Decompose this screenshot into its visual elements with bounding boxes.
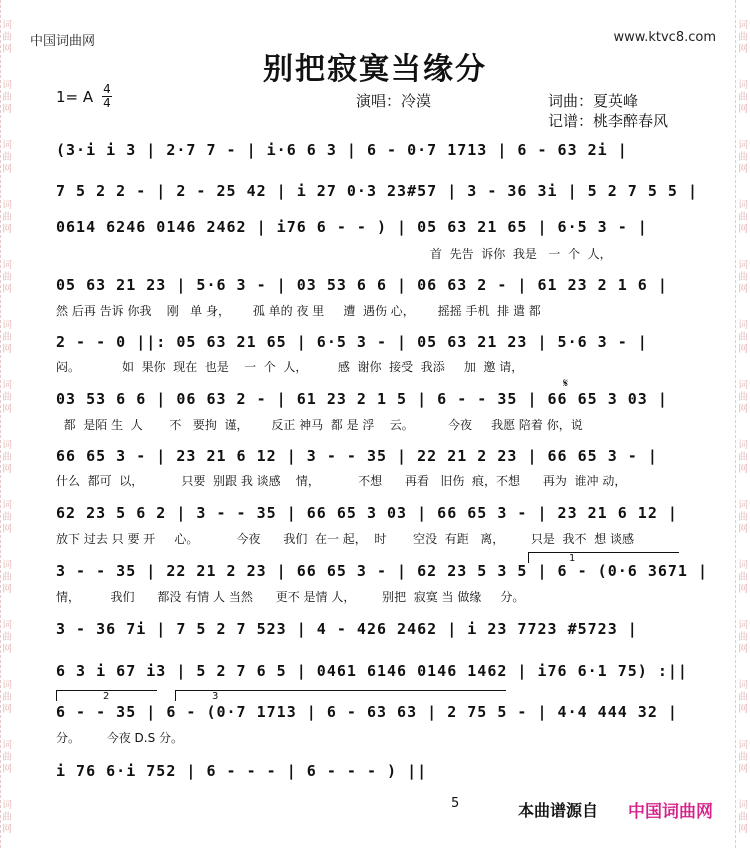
watermark-glyph: 曲 [738, 572, 748, 583]
watermark-glyph: 曲 [2, 452, 12, 463]
source-label: 本曲谱源自 [518, 801, 599, 820]
volta-3: 3 [175, 690, 506, 701]
watermark-glyph: 词 [738, 560, 748, 571]
watermark-glyph: 曲 [2, 752, 12, 763]
score-line-4: 05 63 21 23 | 5·6 3 - | 03 53 6 6 | 06 63 2 - | 61 23 2 1 6 | [56, 276, 668, 294]
watermark-glyph: 网 [2, 44, 12, 55]
score-line-10: 3 - 36 7i | 7 5 2 7 523 | 4 - 426 2462 | i 23 7723 #5723 | [56, 620, 638, 638]
watermark-glyph: 词 [738, 800, 748, 811]
watermark-glyph: 曲 [2, 272, 12, 283]
watermark-glyph: 网 [738, 164, 748, 175]
lyric-line-6: 放下 过去 只 要 开 心。 今夜 我们 在一 起， 时 空没 有距 离， 只是 我不 想 谈感 [56, 532, 634, 546]
lyric-line-5: 什么 都可 以， 只要 别跟 我 谈感 情， 不想 再看 旧伤 痕，不想 再为 谁冲 动， [56, 474, 627, 488]
site-url-right: www.ktvc8.com [613, 30, 716, 45]
watermark-glyph: 词 [2, 80, 12, 91]
source-site-link[interactable]: 中国词曲网 [628, 802, 713, 822]
song-title: 别把寂寞当缘分 [263, 52, 487, 87]
watermark-glyph: 曲 [738, 812, 748, 823]
lyric-line-7: 情， 我们 都没 有情 人 当然 更不 是情 人， 别把 寂寞 当 做缘 分。 [56, 590, 525, 604]
watermark-glyph: 曲 [738, 452, 748, 463]
watermark-glyph: 词 [738, 20, 748, 31]
score-line-5: 2 - - 0 ||: 05 63 21 65 | 6·5 3 - | 05 63 21 23 | 5·6 3 - | [56, 333, 648, 351]
meter-top: 4 [103, 82, 111, 96]
lyric-line-1: 首 先告 诉你 我是 一 个 人， [430, 247, 612, 261]
time-signature [102, 84, 112, 109]
watermark-glyph: 词 [2, 320, 12, 331]
score-line-8: 62 23 5 6 2 | 3 - - 35 | 66 65 3 03 | 66 65 3 - | 23 21 6 12 | [56, 504, 678, 522]
watermark-glyph: 曲 [2, 92, 12, 103]
watermark-glyph: 网 [738, 284, 748, 295]
watermark-glyph: 曲 [738, 392, 748, 403]
watermark-glyph: 词 [2, 500, 12, 511]
watermark-glyph: 网 [738, 44, 748, 55]
watermark-glyph: 网 [738, 644, 748, 655]
watermark-glyph: 网 [738, 824, 748, 835]
watermark-glyph: 网 [2, 464, 12, 475]
watermark-glyph: 词 [2, 20, 12, 31]
watermark-glyph: 曲 [2, 632, 12, 643]
watermark-glyph: 网 [738, 764, 748, 775]
watermark-glyph: 词 [738, 260, 748, 271]
watermark-glyph: 网 [2, 284, 12, 295]
lyric-music-credit: 词曲：夏英峰 [548, 92, 639, 110]
watermark-glyph: 网 [2, 584, 12, 595]
watermark-glyph: 曲 [738, 632, 748, 643]
watermark-glyph: 网 [738, 344, 748, 355]
key-signature: 1= A [56, 88, 94, 106]
watermark-glyph: 词 [2, 260, 12, 271]
watermark-glyph: 网 [738, 584, 748, 595]
watermark-glyph: 网 [2, 164, 12, 175]
transcriber-credit: 记谱：桃李醉春风 [548, 112, 669, 130]
lyric-line-8: 分。 今夜 D.S 分。 [56, 731, 184, 745]
watermark-glyph: 曲 [738, 512, 748, 523]
watermark-glyph: 词 [738, 140, 748, 151]
watermark-glyph: 曲 [2, 332, 12, 343]
volta-1: 1 [528, 552, 679, 563]
watermark-glyph: 词 [738, 380, 748, 391]
watermark-glyph: 网 [2, 824, 12, 835]
score-line-3: 0614 6246 0146 2462 | i76 6 - - ) | 05 63 21 65 | 6·5 3 - | [56, 218, 648, 236]
watermark-glyph: 曲 [738, 272, 748, 283]
watermark-glyph: 曲 [2, 512, 12, 523]
watermark-glyph: 词 [2, 200, 12, 211]
watermark-glyph: 曲 [738, 692, 748, 703]
score-line-11: 6 3 i 67 i3 | 5 2 7 6 5 | 0461 6146 0146 1462 | i76 6·1 75) :|| [56, 662, 688, 680]
lyric-line-2: 然 后再 告诉 你我 刚 单 身， 孤 单的 夜 里 遭 遇伤 心， 摇摇 手机 排 遣 都 [56, 304, 541, 318]
score-line-13: i 76 6·i 752 | 6 - - - | 6 - - - ) || [56, 762, 428, 780]
score-line-1: (3·i i 3 | 2·7 7 - | i·6 6 3 | 6 - 0·7 1713 | 6 - 63 2i | [56, 141, 628, 159]
watermark-glyph: 词 [738, 80, 748, 91]
watermark-glyph: 网 [738, 224, 748, 235]
watermark-strip-right [735, 0, 750, 848]
watermark-glyph: 曲 [2, 812, 12, 823]
watermark-glyph: 词 [2, 380, 12, 391]
watermark-glyph: 词 [2, 680, 12, 691]
watermark-glyph: 词 [2, 800, 12, 811]
watermark-glyph: 网 [2, 224, 12, 235]
score-line-6: 03 53 6 6 | 06 63 2 - | 61 23 2 1 5 | 6 - - 35 | 66 65 3 03 | [56, 390, 668, 408]
watermark-glyph: 网 [738, 464, 748, 475]
watermark-glyph: 曲 [2, 392, 12, 403]
watermark-glyph: 网 [2, 764, 12, 775]
watermark-glyph: 曲 [2, 152, 12, 163]
watermark-glyph: 曲 [2, 212, 12, 223]
watermark-glyph: 词 [738, 440, 748, 451]
watermark-glyph: 词 [2, 140, 12, 151]
watermark-glyph: 网 [738, 104, 748, 115]
watermark-glyph: 词 [738, 500, 748, 511]
watermark-strip-left [0, 0, 15, 848]
watermark-glyph: 词 [2, 620, 12, 631]
watermark-glyph: 词 [738, 620, 748, 631]
segno-sign: 𝄋 [563, 376, 569, 390]
watermark-glyph: 词 [2, 440, 12, 451]
watermark-glyph: 词 [738, 680, 748, 691]
page-number: 5 [451, 796, 460, 811]
watermark-glyph: 曲 [738, 152, 748, 163]
meter-bottom: 4 [103, 96, 111, 110]
watermark-glyph: 曲 [738, 92, 748, 103]
watermark-glyph: 词 [738, 320, 748, 331]
lyric-line-4: 都 是陌 生 人 不 要拘 谨， 反正 神马 都 是 浮 云。 今夜 我愿 陪着 你，说 [56, 418, 583, 432]
watermark-glyph: 词 [2, 740, 12, 751]
score-line-12: 6 - - 35 | 6 - (0·7 1713 | 6 - 63 63 | 2 75 5 - | 4·4 444 32 | [56, 703, 678, 721]
watermark-glyph: 网 [2, 404, 12, 415]
watermark-glyph: 词 [2, 560, 12, 571]
watermark-glyph: 网 [738, 524, 748, 535]
watermark-glyph: 网 [2, 344, 12, 355]
score-line-9: 3 - - 35 | 22 21 2 23 | 66 65 3 - | 62 23 5 3 5 | 6 - (0·6 3671 | [56, 562, 708, 580]
watermark-glyph: 曲 [738, 32, 748, 43]
watermark-glyph: 网 [2, 104, 12, 115]
lyric-line-3: 闷。 如 果你 现在 也是 一 个 人， 感 谢你 接受 我添 加 邀 请， [56, 360, 524, 374]
watermark-glyph: 网 [2, 644, 12, 655]
watermark-glyph: 曲 [738, 332, 748, 343]
watermark-glyph: 曲 [2, 572, 12, 583]
watermark-glyph: 曲 [2, 692, 12, 703]
watermark-glyph: 词 [738, 200, 748, 211]
watermark-glyph: 曲 [738, 212, 748, 223]
watermark-glyph: 网 [738, 404, 748, 415]
watermark-glyph: 词 [738, 740, 748, 751]
watermark-glyph: 曲 [738, 752, 748, 763]
singer-credit: 演唱：冷漠 [356, 92, 432, 110]
watermark-glyph: 网 [738, 704, 748, 715]
site-name-left: 中国词曲网 [30, 34, 96, 49]
score-line-7: 66 65 3 - | 23 21 6 12 | 3 - - 35 | 22 21 2 23 | 66 65 3 - | [56, 447, 658, 465]
watermark-glyph: 网 [2, 704, 12, 715]
score-line-2: 7 5 2 2 - | 2 - 25 42 | i 27 0·3 23#57 | 3 - 36 3i | 5 2 7 5 5 | [56, 182, 698, 200]
watermark-glyph: 曲 [2, 32, 12, 43]
watermark-glyph: 网 [2, 524, 12, 535]
volta-2: 2 [56, 690, 157, 701]
